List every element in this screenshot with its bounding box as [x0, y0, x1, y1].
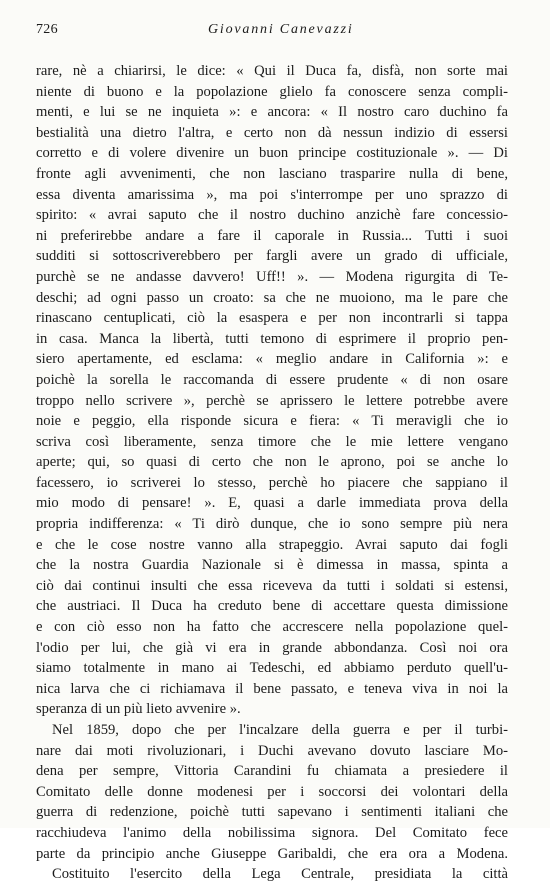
- text-line: troppo nello scrivere », perchè se aprissero le lettere potrebbe avere: [36, 392, 508, 409]
- text-line: racchiudeva l'animo della nobilissima signora. Del Comitato fece: [36, 824, 508, 841]
- text-line: poichè la sorella le raccomanda di essere prudente « di non osare: [36, 371, 508, 388]
- text-line: aperte; qui, so quasi di certo che non le aprono, poi se anche lo: [36, 454, 508, 471]
- text-line: bestialità una dietro l'altra, e certo non dà nessun indizio di essersi: [36, 124, 508, 141]
- text-line: in casa. Manca la libertà, tutti temono di esprimere il proprio pen-: [36, 330, 508, 347]
- text-line: rare, nè a chiarirsi, le dice: « Qui il Duca fa, disfà, non sorte mai: [36, 63, 508, 79]
- text-line: l'odio per lui, che già vi era in grande abbondanza. Così noi ora: [36, 639, 508, 656]
- text-line: noie e peggio, ella risponde sicura e fiera: « Ti meravigli che io: [36, 413, 508, 430]
- text-line: nare dai moti rivoluzionari, i Duchi avevano dovuto lasciare Mo-: [36, 742, 508, 759]
- text-line: siero apertamente, ed esclama: « meglio andare in California »: e: [36, 351, 508, 368]
- text-line: Costituito l'esercito della Lega Centrale, presidiata la città: [52, 866, 508, 883]
- text-line: sudditi si sottoscriverebbero per fargli avere un grado di ufficiale,: [36, 248, 508, 265]
- page-header: [36, 22, 516, 40]
- text-line: parte da principio anche Giuseppe Garibaldi, che era ora a Modena.: [36, 845, 508, 862]
- text-line: scriva così liberamente, senza timore che le mie lettere vengano: [36, 433, 508, 450]
- text-line: e che le cose nostre vanno alla strapeggio. Avrai saputo dai fogli: [36, 536, 508, 553]
- text-line: facessero, io scriverei lo stesso, perchè ho piacere che sappiano il: [36, 474, 508, 491]
- text-line: che la nostra Guardia Nazionale si è dimessa in massa, spinta a: [36, 557, 508, 574]
- text-line: siamo totalmente in mano ai Tedeschi, ed abbiamo perduto quell'u-: [36, 660, 508, 677]
- text-line: rinascano centuplicati, ciò la esaspera e per non incontrarli si tappa: [36, 310, 508, 327]
- text-line: nica larva che ci richiamava il bene passato, e teneva viva in noi la: [36, 680, 508, 697]
- text-line: che austriaci. Il Duca ha creduto bene di accettare questa dimissione: [36, 598, 508, 615]
- text-line: guerra di redenzione, poichè tutti sapevano i sentimenti italiani che: [36, 804, 508, 821]
- running-head: Giovanni Canevazzi: [208, 22, 354, 37]
- text-line: speranza di un più lieto avvenire ».: [36, 701, 241, 718]
- text-line: ni preferirebbe andare a fare il caporale in Russia... Tutti i suoi: [36, 227, 508, 244]
- text-line: dena per sempre, Vittoria Carandini fu chiamata a presiedere il: [36, 763, 508, 780]
- text-line: menti, e lui se ne inquieta »: e ancora: « Il nostro caro duchino fa: [36, 104, 508, 121]
- text-line: fronte agli avvenimenti, che non lasciano trasparire nulla di bene,: [36, 165, 508, 182]
- text-line: Comitato delle donne modenesi per i soccorsi dei volontari della: [36, 783, 508, 800]
- text-line: spirito: « avrai saputo che il nostro duchino anzichè fare concessio-: [36, 207, 508, 224]
- text-line: propria indifferenza: « Ti dirò dunque, che io sono sempre più nera: [36, 516, 508, 533]
- text-line: mio modo di pensare! ». E, quasi a darle immediata prova della: [36, 495, 508, 512]
- text-line: corretto e di volere divenire un buon principe costituzionale ». — Di: [36, 145, 508, 162]
- body-text: [36, 61, 508, 885]
- text-line: purchè se ne andasse davvero! Uff!! ». — Modena rigurgita di Te-: [36, 268, 508, 285]
- text-line: deschi; ad ogni passo un croato: sa che ne muoiono, ma le pare che: [36, 289, 508, 306]
- text-line: ciò dai continui insulti che essa riceveva da tutti i soldati si estensi,: [36, 577, 508, 594]
- text-line: e con ciò esso non ha fatto che accrescere nella popolazione quel-: [36, 619, 508, 636]
- page-number: 726: [36, 22, 58, 37]
- text-line: niente di buono e la popolazione glielo fa conoscere senza compli-: [36, 83, 508, 100]
- text-line: essa diventa amarissima », ma poi s'interrompe per uno sprazzo di: [36, 186, 508, 203]
- text-line: Nel 1859, dopo che per l'incalzare della guerra e per il turbi-: [52, 722, 508, 738]
